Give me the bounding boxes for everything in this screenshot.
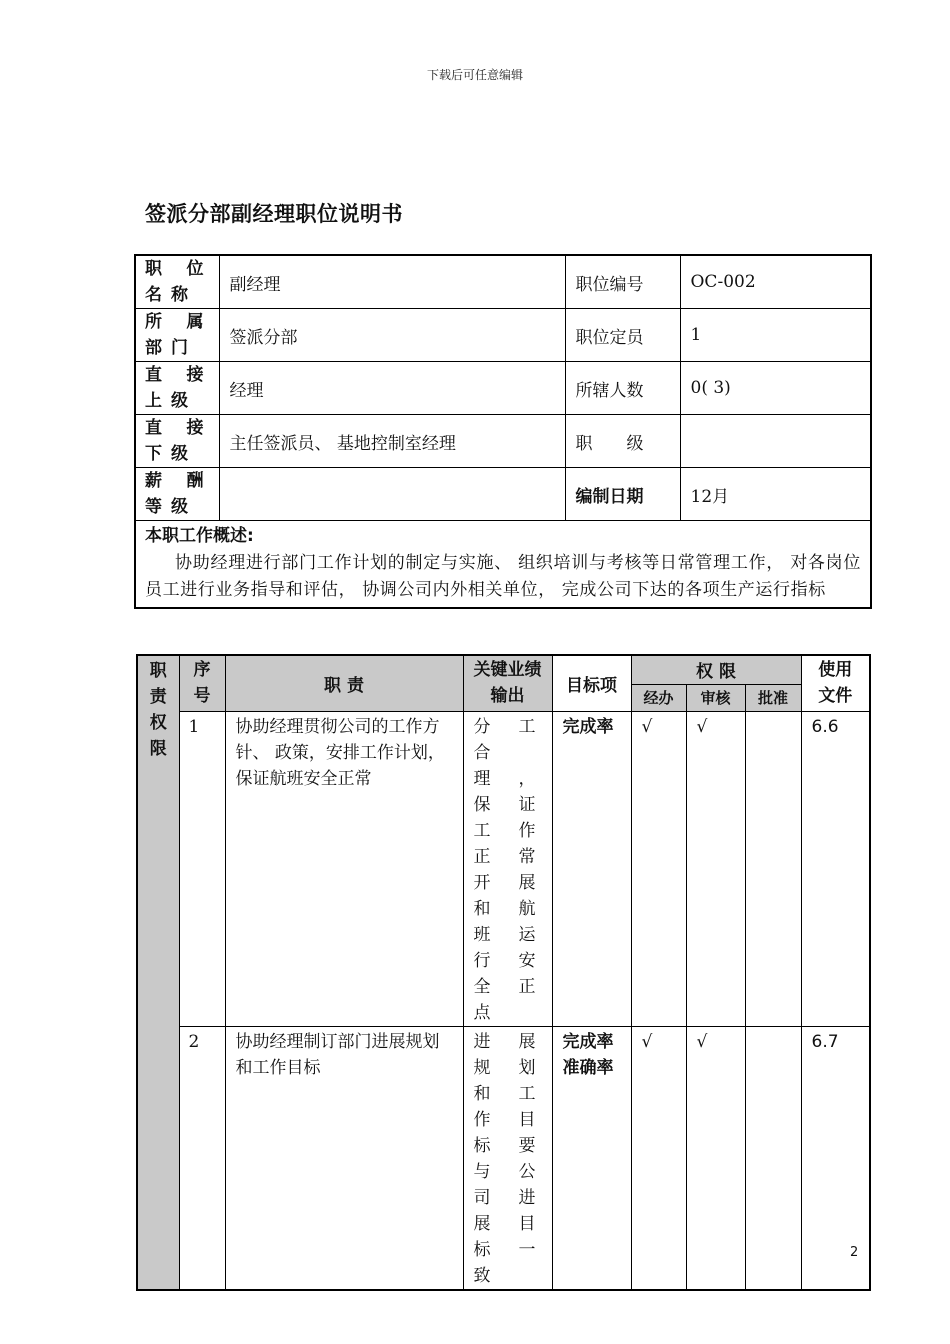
- row-duty: 协助经理制订部门进展规划和工作目标: [225, 1026, 463, 1290]
- summary-row: [135, 521, 871, 609]
- header-seq: 序号: [179, 655, 225, 711]
- header-handle: 经办: [631, 684, 686, 711]
- info-row: [135, 362, 871, 415]
- row-seq: 1: [179, 711, 225, 1026]
- row-docs: 6.7: [801, 1026, 870, 1290]
- info-value-2: [680, 415, 871, 468]
- header-row: [137, 655, 870, 684]
- row-output: 进展规划和工作目标要与公司进展目标一致: [463, 1026, 552, 1290]
- duties-table: [136, 654, 871, 1291]
- header-approve: 批准: [745, 684, 801, 711]
- info-label-2: 职位定员: [565, 309, 680, 362]
- row-output: 分工合理，保证工作正常开展和航班运行安全正点: [463, 711, 552, 1026]
- page-number: 2: [850, 1245, 859, 1260]
- info-label: 职位名称: [135, 255, 219, 309]
- row-handle-check: √: [631, 1026, 686, 1290]
- document-title: 签派分部副经理职位说明书: [145, 202, 403, 226]
- row-review-check: √: [686, 711, 745, 1026]
- info-value: 签派分部: [219, 309, 565, 362]
- info-value-2: OC-002: [680, 255, 871, 309]
- info-label-2: 职 级: [565, 415, 680, 468]
- info-label: 直接下级: [135, 415, 219, 468]
- info-row: [135, 309, 871, 362]
- row-approve: [745, 1026, 801, 1290]
- row-approve: [745, 711, 801, 1026]
- side-label: 职责权限: [137, 655, 179, 1290]
- row-target: 完成率准确率: [552, 1026, 631, 1290]
- info-value-2: 12月: [680, 468, 871, 521]
- info-value: 副经理: [219, 255, 565, 309]
- row-handle-check: √: [631, 711, 686, 1026]
- row-duty: 协助经理贯彻公司的工作方针、 政策，安排工作计划，保证航班安全正常: [225, 711, 463, 1026]
- info-label-2: 职位编号: [565, 255, 680, 309]
- position-info-table: [134, 254, 872, 609]
- header-authority: 权 限: [631, 655, 801, 684]
- info-value: 经理: [219, 362, 565, 415]
- info-value: [219, 468, 565, 521]
- info-row: [135, 415, 871, 468]
- header-docs: 使用文件: [801, 655, 870, 711]
- header-note: 下载后可任意编辑: [426, 68, 523, 82]
- info-label: 薪酬等级: [135, 468, 219, 521]
- info-label-2: 所辖人数: [565, 362, 680, 415]
- info-value-2: 1: [680, 309, 871, 362]
- info-row: [135, 255, 871, 309]
- info-label: 直接上级: [135, 362, 219, 415]
- header-duty: 职 责: [225, 655, 463, 711]
- row-review-check: √: [686, 1026, 745, 1290]
- info-value: 主任签派员、 基地控制室经理: [219, 415, 565, 468]
- summary-cell: [135, 521, 871, 609]
- table-row: [137, 1026, 870, 1290]
- info-label: 所属部门: [135, 309, 219, 362]
- row-docs: 6.6: [801, 711, 870, 1026]
- info-row: [135, 468, 871, 521]
- info-value-2: 0( 3): [680, 362, 871, 415]
- summary-title: 本职工作概述:: [145, 526, 254, 546]
- summary-text: 协助经理进行部门工作计划的制定与实施、 组织培训与考核等日常管理工作， 对各岗位员工进行业务指导和评估， 协调公司内外相关单位， 完成公司下达的各项生产运行指标: [145, 553, 861, 600]
- header-target: 目标项: [552, 655, 631, 711]
- header-review: 审核: [686, 684, 745, 711]
- row-seq: 2: [179, 1026, 225, 1290]
- info-label-2: 编制日期: [565, 468, 680, 521]
- header-output: 关键业绩输出: [463, 655, 552, 711]
- table-row: [137, 711, 870, 1026]
- row-target: 完成率: [552, 711, 631, 1026]
